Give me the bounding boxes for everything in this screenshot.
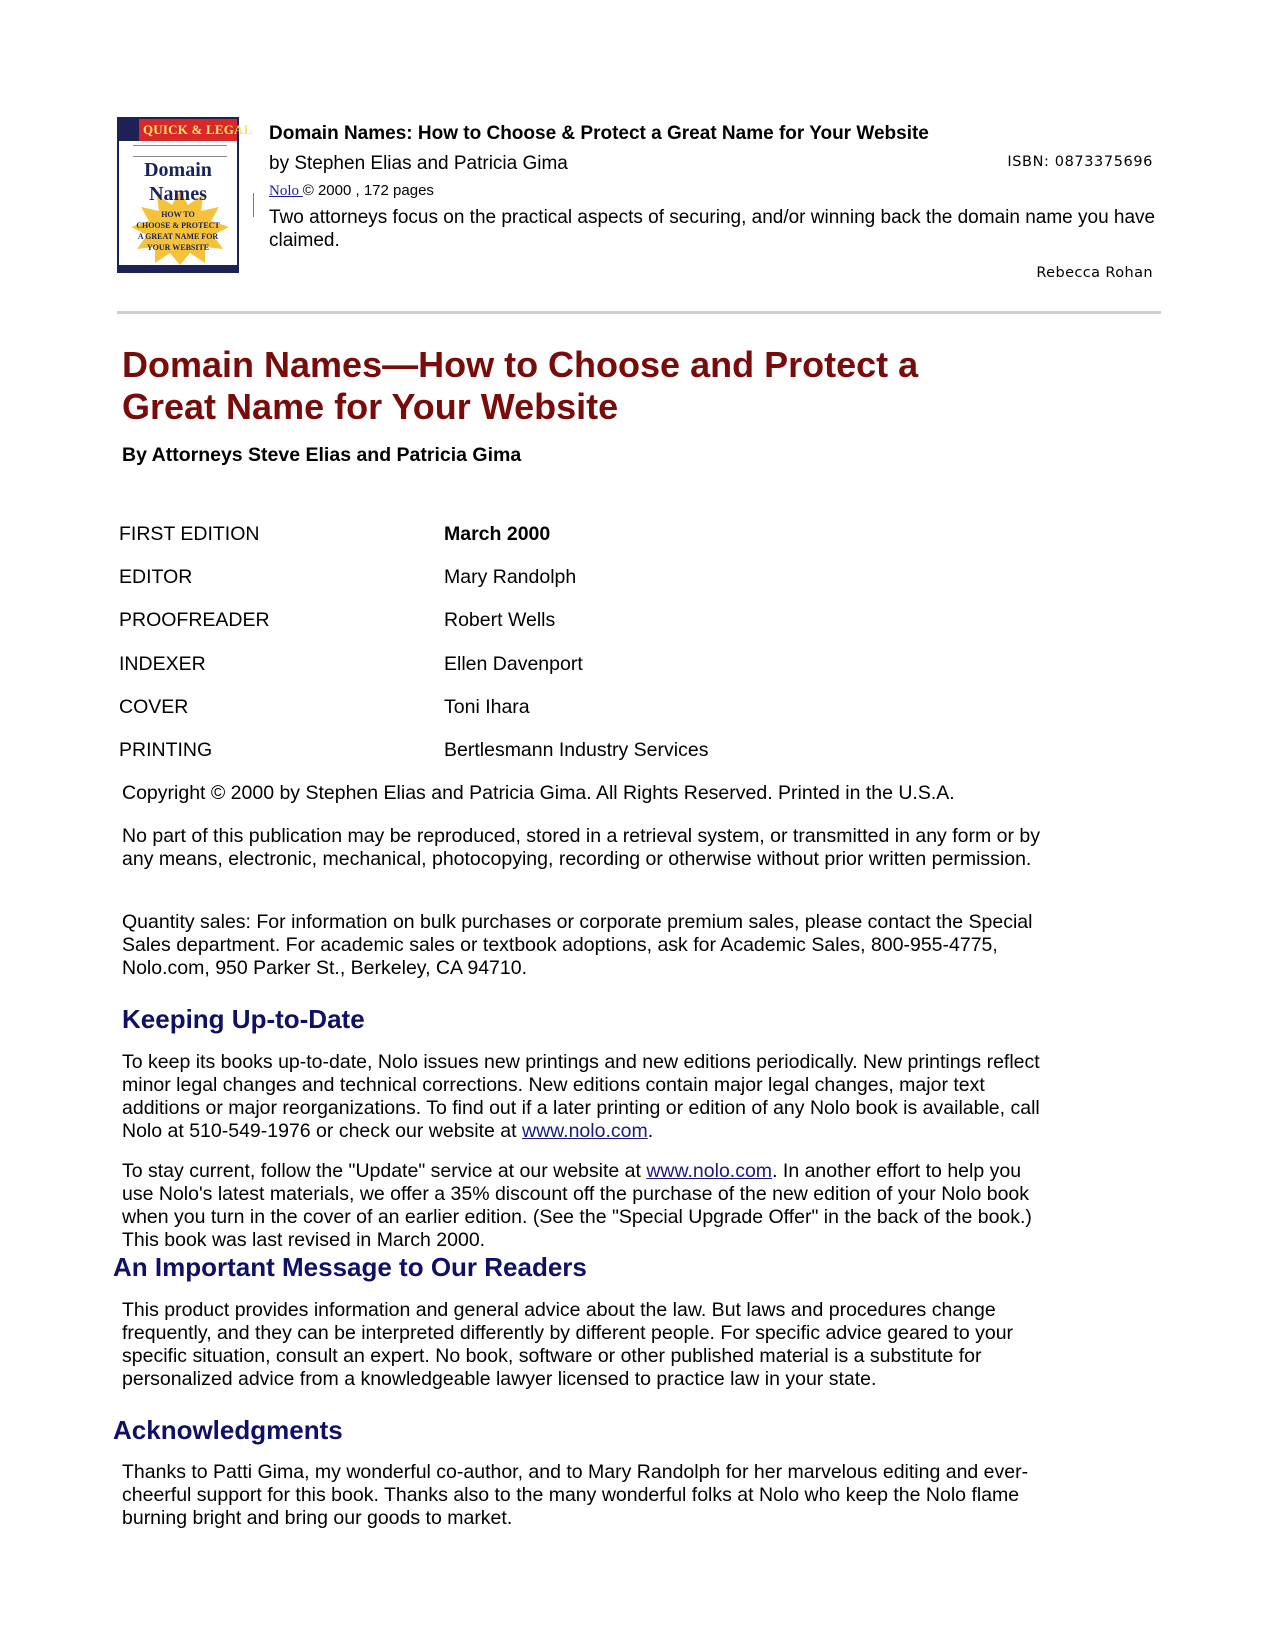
- reviewer-name: Rebecca Rohan: [1036, 265, 1153, 281]
- publisher-info: © 2000 , 172 pages: [302, 182, 434, 199]
- credit-row: [119, 566, 1019, 592]
- credit-value: Mary Randolph: [444, 566, 577, 588]
- cover-blurb: [133, 145, 227, 157]
- page-title: [122, 344, 1122, 428]
- keeping-up-end: .: [647, 1120, 654, 1142]
- credit-value: Bertlesmann Industry Services: [444, 739, 709, 761]
- cover-subtitle-line: CHOOSE & PROTECT: [136, 221, 220, 230]
- cover-subtitle-line: YOUR WEBSITE: [146, 243, 210, 252]
- keeping-up-text: . In another effort to help you use Nolo's latest materials, we offer a 35% discount off the purchase of the new edition of your Nolo book when you turn in the cover of an earlier edition. (See the "Special Upgrade Offer" in the back of the book.) This book was last revised in March 2000.: [122, 1160, 1032, 1251]
- book-description: Two attorneys focus on the practical aspects of securing, and/or winning back the domain name you have claimed.: [269, 207, 1156, 251]
- heading-acknowledgments: Acknowledgments: [113, 1415, 343, 1445]
- cover-title-line2: Names: [149, 183, 207, 205]
- publisher-line: [269, 182, 434, 200]
- credit-label: PROOFREADER: [119, 609, 270, 631]
- page-title-line2: Great Name for Your Website: [122, 386, 619, 427]
- credit-value: March 2000: [444, 523, 551, 545]
- credit-label: PRINTING: [119, 739, 213, 761]
- nolo-website-link[interactable]: www.nolo.com: [522, 1120, 648, 1142]
- keeping-up-paragraph-1: [122, 1051, 1052, 1143]
- book-card: [117, 117, 1157, 292]
- heading-keeping-up-to-date: Keeping Up-to-Date: [122, 1004, 365, 1034]
- credit-row: [119, 696, 1019, 722]
- page-title-line1: Domain Names—How to Choose and Protect a: [122, 344, 919, 385]
- isbn: ISBN: 0873375696: [1007, 154, 1153, 170]
- book-title: Domain Names: How to Choose & Protect a Great Name for Your Website: [269, 123, 929, 144]
- credit-row: [119, 609, 1019, 635]
- divider-mark: [253, 193, 254, 217]
- publisher-link[interactable]: Nolo: [269, 183, 303, 199]
- keeping-up-text: To keep its books up-to-date, Nolo issues new printings and new editions periodically. New printings reflect minor legal changes and technical corrections. New editions contain major legal changes, major text additions or major reorganizations. To find out if a later printing or edition of any Nolo book is available, call Nolo at 510-549-1976 or check our website at: [122, 1051, 1040, 1142]
- keeping-up-text: To stay current, follow the "Update" service at our website at: [122, 1160, 647, 1182]
- book-cover-image[interactable]: [117, 117, 253, 273]
- credit-value: Toni Ihara: [444, 696, 530, 718]
- important-message-paragraph: This product provides information and general advice about the law. But laws and procedures change frequently, and they can be interpreted differently by different people. For specific advice geared to your specific situation, consult an expert. No book, software or other published material is a substitute for personalized advice from a knowledgeable lawyer licensed to practice law in your state.: [122, 1299, 1014, 1390]
- credit-label: EDITOR: [119, 566, 193, 588]
- cover-subtitle-line: HOW TO: [161, 210, 195, 219]
- byline: By Attorneys Steve Elias and Patricia Gima: [122, 444, 522, 466]
- credit-label: INDEXER: [119, 653, 206, 675]
- cover-band-side: [119, 119, 139, 141]
- cover-brand: QUICK & LEGAL: [143, 122, 253, 137]
- reproduction-notice: No part of this publication may be reproduced, stored in a retrieval system, or transmitted in any form or by any means, electronic, mechanical, photocopying, recording or otherwise without prior written permission.: [122, 825, 1040, 870]
- credit-row: [119, 739, 1019, 765]
- credit-row: [119, 653, 1019, 679]
- cover-title-line1: Domain: [144, 159, 212, 181]
- quantity-sales-notice: Quantity sales: For information on bulk purchases or corporate premium sales, please contact the Special Sales department. For academic sales or textbook adoptions, ask for Academic Sales, 800-955-4775, Nolo.com, 950 Parker St., Berkeley, CA 94710.: [122, 911, 1033, 979]
- credit-value: Robert Wells: [444, 609, 556, 631]
- copyright-notice: Copyright © 2000 by Stephen Elias and Patricia Gima. All Rights Reserved. Printed in the U.S.A.: [122, 782, 955, 804]
- credit-value: Ellen Davenport: [444, 653, 583, 675]
- acknowledgments-paragraph: Thanks to Patti Gima, my wonderful co-author, and to Mary Randolph for her marvelous editing and ever-cheerful support for this book. Thanks also to the many wonderful folks at Nolo who keep the Nolo flame burning bright and bring our goods to market.: [122, 1461, 1029, 1529]
- keeping-up-paragraph-2: [122, 1160, 1052, 1252]
- header-divider: [117, 311, 1161, 314]
- credit-row: [119, 523, 1019, 549]
- heading-important-message: An Important Message to Our Readers: [113, 1252, 587, 1282]
- credit-label: COVER: [119, 696, 189, 718]
- credit-label: FIRST EDITION: [119, 523, 260, 545]
- nolo-website-link[interactable]: www.nolo.com: [646, 1160, 773, 1182]
- cover-bottom-band: [119, 265, 237, 271]
- book-author: by Stephen Elias and Patricia Gima: [269, 153, 568, 174]
- cover-subtitle-line: A GREAT NAME FOR: [137, 232, 219, 241]
